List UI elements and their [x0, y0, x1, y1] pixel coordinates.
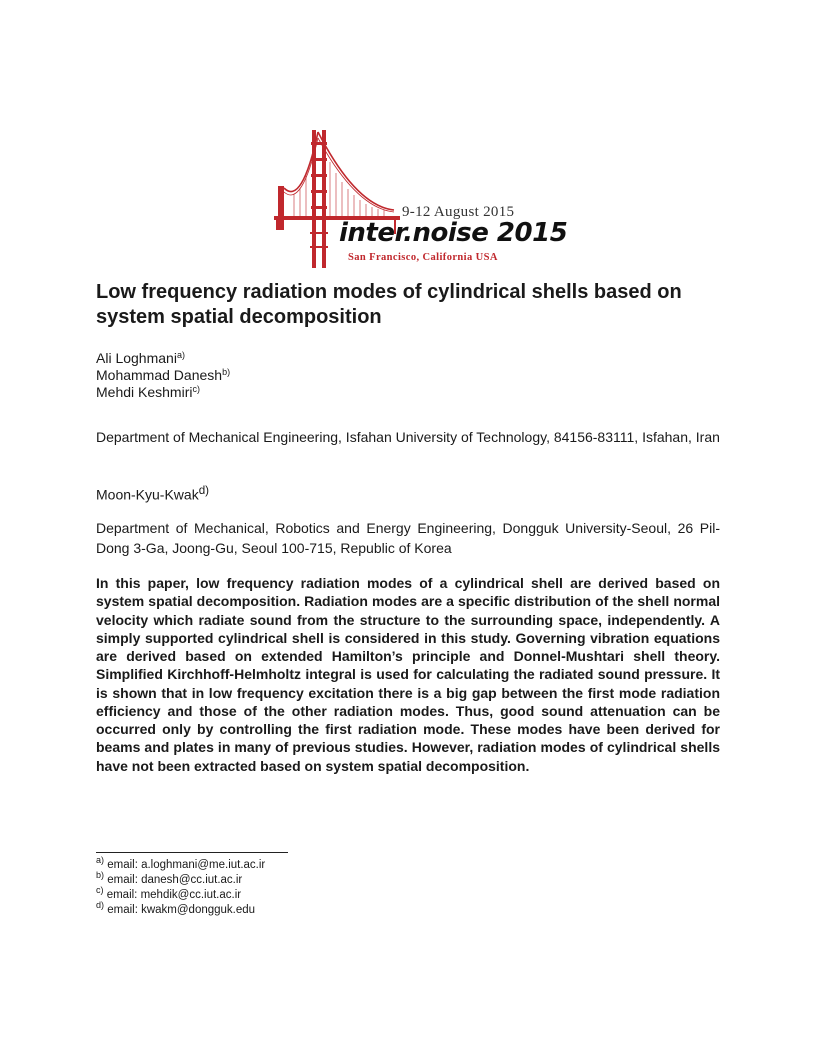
- footnote: $^{b)}$ email: danesh@cc.iut.ac.ir: [96, 870, 243, 886]
- author-name: Moon-Kyu-Kwak$^{d)}$: [96, 484, 210, 503]
- footnotes: [96, 855, 266, 918]
- affiliation-dongguk: Department of Mechanical, Robotics and Energy Engineering, Dongguk University-Seoul, 26 Pil-Dong 3-Ga, Joong-Gu, Seoul 100-715, Republic of Korea: [96, 520, 720, 556]
- abstract: In this paper, low frequency radiation modes of a cylindrical shell are derived based on system spatial decomposition. Radiation modes are a specific distribution of the shell normal velocity which radiate sound from the structure to the surrounding space, independently. A simply supported cylindrical shell is considered in this study. Governing vibration equations are derived based on extended Hamilton’s principle and Donnel-Mushtari shell theory. Simplified Kirchhoff-Helmholtz integral is used for calculating the radiated sound pressure. It is shown that in low frequency excitation there is a big gap between the first mode radiation efficiency and those of the other radiation modes. Thus, good sound attenuation can be occurred only by controlling the first radiation mode. These modes have been derived for beams and plates in many of previous studies. However, radiation modes of cylindrical shells have not been extracted based on system spatial decomposition.: [96, 575, 720, 774]
- conference-dates: 9-12 August 2015: [402, 204, 515, 220]
- footnote: $^{c)}$ email: mehdik@cc.iut.ac.ir: [96, 885, 242, 901]
- author-name: Ali Loghmani$^{a)}$: [96, 350, 185, 366]
- affiliation-isfahan: Department of Mechanical Engineering, Isfahan University of Technology, 84156-83111, Isfahan, Iran: [96, 429, 720, 445]
- footnote-divider: [96, 852, 288, 853]
- author-list: [96, 350, 230, 401]
- paper-title: Low frequency radiation modes of cylindrical shells based on system spatial decomposition: [96, 281, 682, 328]
- conference-name: inter.noise 2015: [339, 218, 568, 248]
- footnote: $^{a)}$ email: a.loghmani@me.iut.ac.ir: [96, 855, 266, 871]
- author-name: Mehdi Keshmiri$^{c)}$: [96, 384, 200, 400]
- footnote: $^{d)}$ email: kwakm@dongguk.edu: [96, 900, 256, 916]
- conference-location: San Francisco, California USA: [348, 252, 498, 263]
- author-name: Mohammad Danesh$^{b)}$: [96, 367, 231, 383]
- conference-logo: [266, 128, 568, 268]
